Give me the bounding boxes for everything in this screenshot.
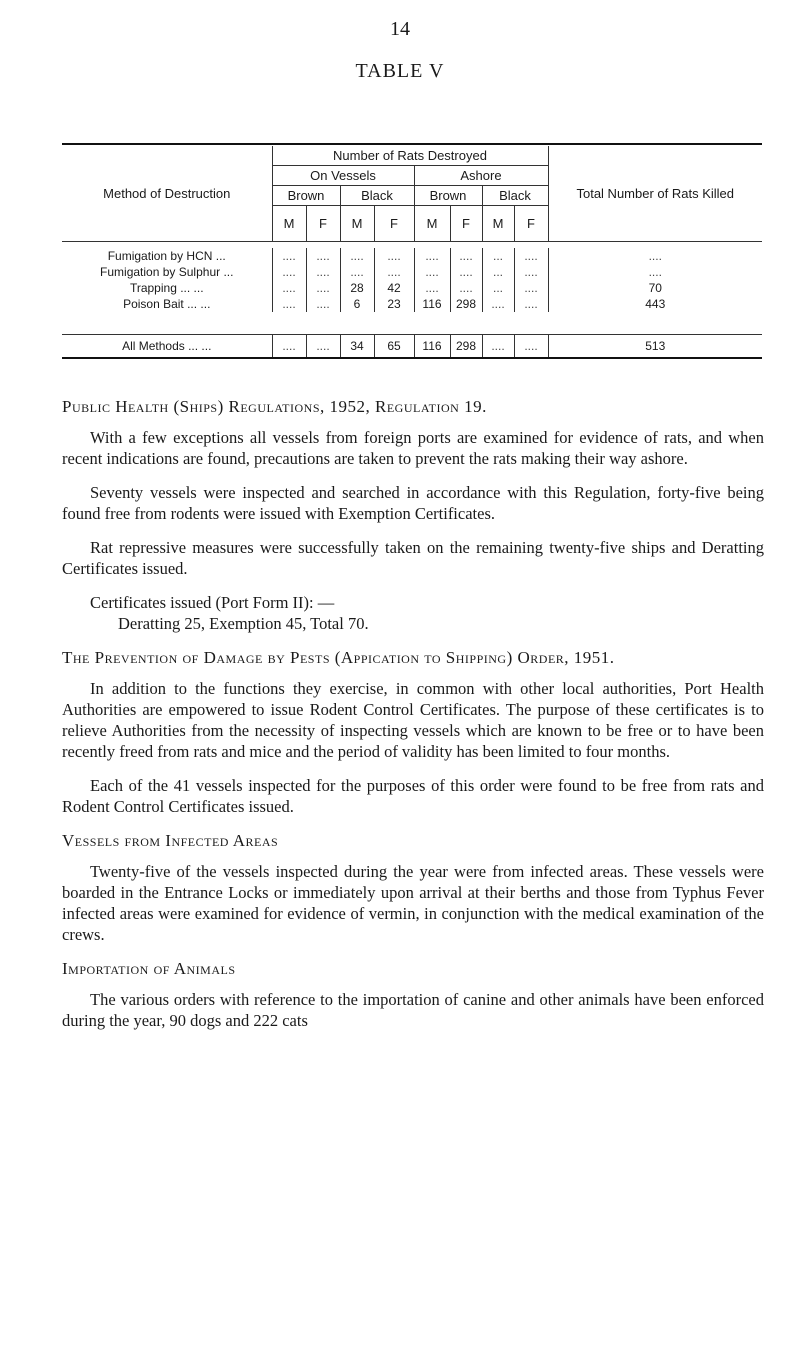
total-cell: 513 (548, 335, 762, 359)
ashore-brown-header: Brown (414, 186, 482, 206)
total-cell: 70 (548, 280, 762, 296)
body-text (62, 396, 764, 1044)
table-row (62, 264, 762, 280)
cell: 116 (414, 335, 450, 359)
cell: .... (414, 248, 450, 264)
cell: .... (450, 264, 482, 280)
sex-header: F (450, 206, 482, 242)
sex-header: M (340, 206, 374, 242)
ashore-header: Ashore (414, 166, 548, 186)
cell: 28 (340, 280, 374, 296)
cell: .... (482, 296, 514, 312)
sex-header: M (414, 206, 450, 242)
paragraph: Certificates issued (Port Form II): — (90, 593, 335, 612)
cell: .... (482, 335, 514, 359)
on-vessels-header: On Vessels (272, 166, 414, 186)
paragraph: Rat repressive measures were successfully taken on the remaining twenty-five ships and Deratting Certificates issued. (62, 538, 764, 578)
total-row (62, 335, 762, 359)
number-destroyed-header: Number of Rats Destroyed (272, 146, 548, 166)
rats-destroyed-table (62, 146, 762, 359)
table-title: TABLE V (355, 60, 445, 82)
cell: .... (306, 248, 340, 264)
cell: .... (306, 296, 340, 312)
cell: 6 (340, 296, 374, 312)
total-cell: 443 (548, 296, 762, 312)
cell: .... (450, 248, 482, 264)
cell: .... (374, 248, 414, 264)
method-header: Method of Destruction (103, 186, 231, 201)
cell: ... (482, 280, 514, 296)
sex-header: F (306, 206, 340, 242)
sex-header: F (514, 206, 548, 242)
method-cell: All Methods ... ... (122, 339, 212, 353)
paragraph: Seventy vessels were inspected and searched in accordance with this Regulation, forty-five being found free from rodents were issued with Exemption Certificates. (62, 483, 764, 523)
total-cell: .... (548, 248, 762, 264)
cell: .... (306, 280, 340, 296)
paragraph: The various orders with reference to the importation of canine and other animals have been enforced during the year, 90 dogs and 222 cats (62, 990, 764, 1030)
cell: .... (414, 280, 450, 296)
method-cell: Fumigation by Sulphur ... (100, 265, 234, 279)
cell: .... (306, 264, 340, 280)
vessels-brown-header: Brown (272, 186, 340, 206)
page-number: 14 (390, 18, 410, 40)
sex-header: M (272, 206, 306, 242)
cell: 42 (374, 280, 414, 296)
cell: .... (306, 335, 340, 359)
cell: .... (514, 296, 548, 312)
paragraph: In addition to the functions they exercise, in common with other local authorities, Port Health Authorities are empowered to issue Rodent Control Certificates. The purpose of these certificates is to relieve Authorities from the necessity of inspecting vessels which are known to be free or to have been recently freed from rats and mice and the period of validity has been limited to four months. (62, 679, 764, 761)
cell: 298 (450, 335, 482, 359)
table-top-rule (62, 143, 762, 145)
cell: .... (374, 264, 414, 280)
cell: .... (272, 264, 306, 280)
cell: .... (272, 296, 306, 312)
cell: .... (450, 280, 482, 296)
cell: ... (482, 248, 514, 264)
method-cell: Trapping ... ... (129, 281, 204, 295)
section-heading: Importation of Animals (62, 959, 236, 978)
cell: 34 (340, 335, 374, 359)
cell: .... (272, 335, 306, 359)
method-cell: Fumigation by HCN ... (107, 249, 226, 263)
cell: .... (272, 280, 306, 296)
cell: .... (514, 248, 548, 264)
cell: .... (514, 264, 548, 280)
ashore-black-header: Black (482, 186, 548, 206)
cell: .... (340, 248, 374, 264)
cell: 116 (414, 296, 450, 312)
cell: 23 (374, 296, 414, 312)
method-cell: Poison Bait ... ... (123, 297, 211, 311)
cell: .... (340, 264, 374, 280)
cell: 298 (450, 296, 482, 312)
paragraph: Deratting 25, Exemption 45, Total 70. (118, 614, 369, 633)
section-heading: The Prevention of Damage by Pests (Appication to Shipping) Order, 1951. (62, 648, 615, 667)
cell: .... (514, 335, 548, 359)
paragraph: Each of the 41 vessels inspected for the purposes of this order were found to be free from rats and Rodent Control Certificates issued. (62, 776, 764, 816)
section-heading: Vessels from Infected Areas (62, 831, 279, 850)
total-cell: .... (548, 264, 762, 280)
cell: 65 (374, 335, 414, 359)
paragraph: Twenty-five of the vessels inspected during the year were from infected areas. These vessels were boarded in the Entrance Locks or immediately upon arrival at their berths and those from Typhus Fever infected areas were examined for evidence of vermin, in conjunction with the medical examination of the crews. (62, 862, 764, 944)
total-header: Total Number of Rats Killed (548, 146, 762, 242)
cell: .... (514, 280, 548, 296)
table-row (62, 296, 762, 312)
table-row (62, 248, 762, 264)
cell: .... (272, 248, 306, 264)
paragraph: With a few exceptions all vessels from foreign ports are examined for evidence of rats, and when recent indications are found, precautions are taken to prevent the rats making their way ashore. (62, 428, 764, 468)
cell: ... (482, 264, 514, 280)
sex-header: M (482, 206, 514, 242)
sex-header: F (374, 206, 414, 242)
section-heading: Public Health (Ships) Regulations, 1952, Regulation 19. (62, 397, 487, 416)
vessels-black-header: Black (340, 186, 414, 206)
cell: .... (414, 264, 450, 280)
table-row (62, 280, 762, 296)
